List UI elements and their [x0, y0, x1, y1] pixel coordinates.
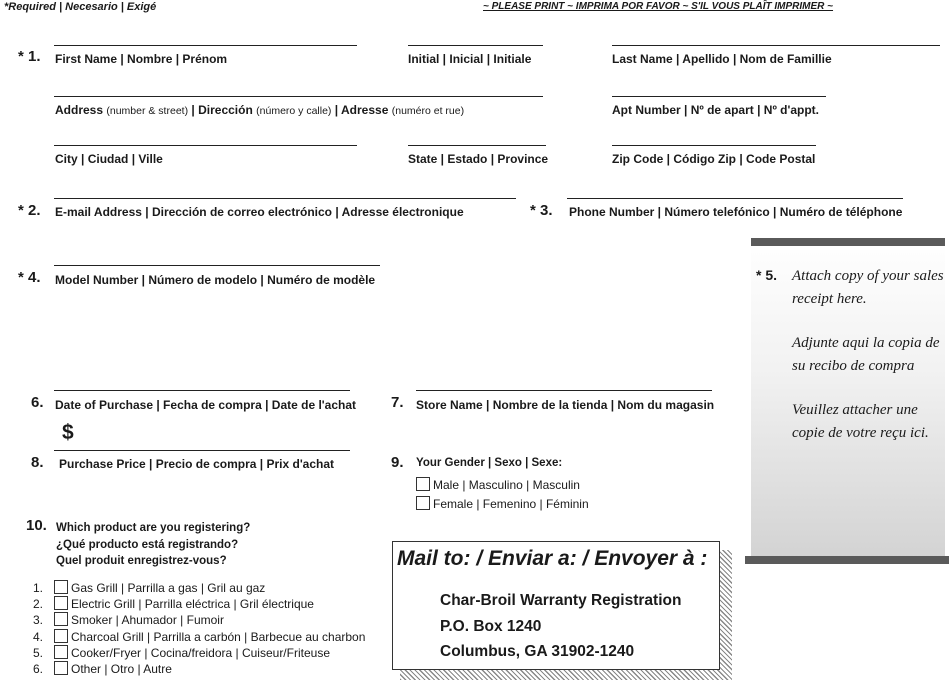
email-field[interactable] — [54, 198, 516, 199]
electric-grill-checkbox[interactable] — [54, 596, 68, 610]
required-note: *Required | Necesario | Exigé — [4, 1, 157, 13]
address-fr-sub: (numéro et rue) — [391, 105, 465, 117]
address-label: Address (number & street) | Dirección (número y calle) | Adresse (numéro et rue) — [55, 103, 465, 117]
receipt-instructions — [792, 265, 948, 466]
product-item-other[interactable] — [33, 661, 365, 677]
q1-number: * 1. — [18, 48, 41, 65]
product-question-fr: Quel produit enregistrez-vous? — [56, 555, 227, 567]
mail-address-line2: P.O. Box 1240 — [440, 617, 542, 635]
cooker-fryer-checkbox[interactable] — [54, 645, 68, 659]
product-item-electric-grill[interactable] — [33, 596, 365, 612]
q9-number: 9. — [391, 454, 404, 471]
address-field[interactable] — [54, 96, 543, 97]
smoker-checkbox[interactable] — [54, 612, 68, 626]
charcoal-grill-checkbox[interactable] — [54, 629, 68, 643]
first-name-field[interactable] — [54, 45, 357, 46]
purchase-date-label: Date of Purchase | Fecha de compra | Date de l'achat — [55, 398, 357, 412]
mail-address — [440, 588, 681, 665]
q10-number: 10. — [26, 517, 47, 534]
product-number: 3. — [33, 613, 44, 628]
product-number: 2. — [33, 597, 44, 612]
gas-grill-checkbox[interactable] — [54, 580, 68, 594]
last-name-label: Last Name | Apellido | Nom de Famillie — [612, 52, 832, 66]
female-checkbox[interactable] — [416, 496, 430, 510]
mail-address-line3: Columbus, GA 31902-1240 — [440, 643, 635, 660]
receipt-top-bar — [751, 238, 945, 246]
first-name-label: First Name | Nombre | Prénom — [55, 52, 228, 66]
purchase-date-field[interactable] — [54, 390, 350, 391]
product-item-smoker[interactable] — [33, 612, 365, 628]
apt-label: Apt Number | Nº de apart | Nº d'appt. — [612, 103, 820, 117]
product-item-gas-grill[interactable] — [33, 580, 365, 596]
model-number-field[interactable] — [54, 265, 380, 266]
product-label: Gas Grill | Parrilla a gas | Gril au gaz — [71, 581, 266, 595]
last-name-field[interactable] — [612, 45, 940, 46]
product-list — [33, 580, 365, 677]
apt-field[interactable] — [612, 96, 826, 97]
city-field[interactable] — [54, 145, 357, 146]
receipt-text-fr: Veuillez attacher une copie de votre reçu ici. — [792, 402, 929, 441]
male-label: Male | Masculino | Masculin — [433, 478, 580, 492]
q6-number: 6. — [31, 394, 44, 411]
store-name-field[interactable] — [416, 390, 712, 391]
q7-number: 7. — [391, 394, 404, 411]
q4-number: * 4. — [18, 269, 41, 286]
q5-number: * 5. — [756, 267, 778, 283]
phone-label: Phone Number | Número telefónico | Numéro de téléphone — [569, 205, 903, 219]
gender-label: Your Gender | Sexo | Sexe: — [416, 457, 563, 469]
address-en-sub: (number & street) — [106, 105, 189, 117]
address-es-sub: (número y calle) — [256, 105, 332, 117]
address-es: Dirección — [198, 103, 253, 117]
product-label: Electric Grill | Parrilla eléctrica | Gril électrique — [71, 597, 314, 612]
print-note: ~ PLEASE PRINT ~ IMPRIMA POR FAVOR ~ S'IL VOUS PLAÎT IMPRIMER ~ — [483, 1, 834, 12]
model-number-label: Model Number | Número de modelo | Numéro de modèle — [55, 273, 376, 287]
purchase-price-field[interactable] — [54, 450, 350, 451]
q8-number: 8. — [31, 454, 44, 471]
purchase-price-label: Purchase Price | Precio de compra | Prix d'achat — [59, 457, 335, 471]
state-label: State | Estado | Province — [408, 152, 549, 166]
address-fr: Adresse — [341, 103, 389, 117]
q3-number: * 3. — [530, 202, 553, 219]
mail-address-line1: Char-Broil Warranty Registration — [440, 592, 682, 609]
product-number: 1. — [33, 581, 44, 595]
product-question-es: ¿Qué producto está registrando? — [56, 538, 239, 551]
address-en: Address — [55, 103, 104, 117]
q2-number: * 2. — [18, 202, 41, 219]
city-label: City | Ciudad | Ville — [55, 152, 163, 166]
state-field[interactable] — [408, 145, 546, 146]
product-number: 5. — [33, 645, 44, 660]
initial-label: Initial | Inicial | Initiale — [408, 52, 532, 66]
email-label: E-mail Address | Dirección de correo electrónico | Adresse électronique — [55, 205, 464, 219]
product-question-en: Which product are you registering? — [56, 522, 251, 534]
store-name-label: Store Name | Nombre de la tienda | Nom du magasin — [416, 398, 715, 412]
dollar-sign: $ — [62, 421, 74, 444]
product-question — [56, 520, 250, 570]
zip-field[interactable] — [612, 145, 816, 146]
receipt-text-es: Adjunte aqui la copia de su recibo de compra — [792, 335, 940, 374]
receipt-text-en: Attach copy of your sales receipt here. — [792, 268, 944, 307]
product-item-cooker-fryer[interactable] — [33, 645, 365, 661]
male-checkbox[interactable] — [416, 477, 430, 491]
product-label: Other | Otro | Autre — [71, 661, 172, 676]
zip-label: Zip Code | Código Zip | Code Postal — [612, 152, 816, 166]
mail-to-title: Mail to: / Enviar a: / Envoyer à : — [397, 547, 708, 570]
product-number: 4. — [33, 629, 44, 644]
female-label: Female | Femenino | Féminin — [433, 497, 589, 511]
product-item-charcoal-grill[interactable] — [33, 629, 365, 645]
initial-field[interactable] — [408, 45, 543, 46]
gender-option-female[interactable] — [416, 496, 589, 511]
receipt-bottom-bar — [745, 556, 949, 564]
other-checkbox[interactable] — [54, 661, 68, 675]
product-label: Charcoal Grill | Parrilla a carbón | Barbecue au charbon — [71, 629, 366, 644]
gender-option-male[interactable] — [416, 477, 580, 492]
product-label: Smoker | Ahumador | Fumoir — [71, 613, 224, 628]
product-label: Cooker/Fryer | Cocina/freidora | Cuiseur/Friteuse — [71, 645, 330, 660]
phone-field[interactable] — [567, 198, 903, 199]
product-number: 6. — [33, 661, 44, 676]
